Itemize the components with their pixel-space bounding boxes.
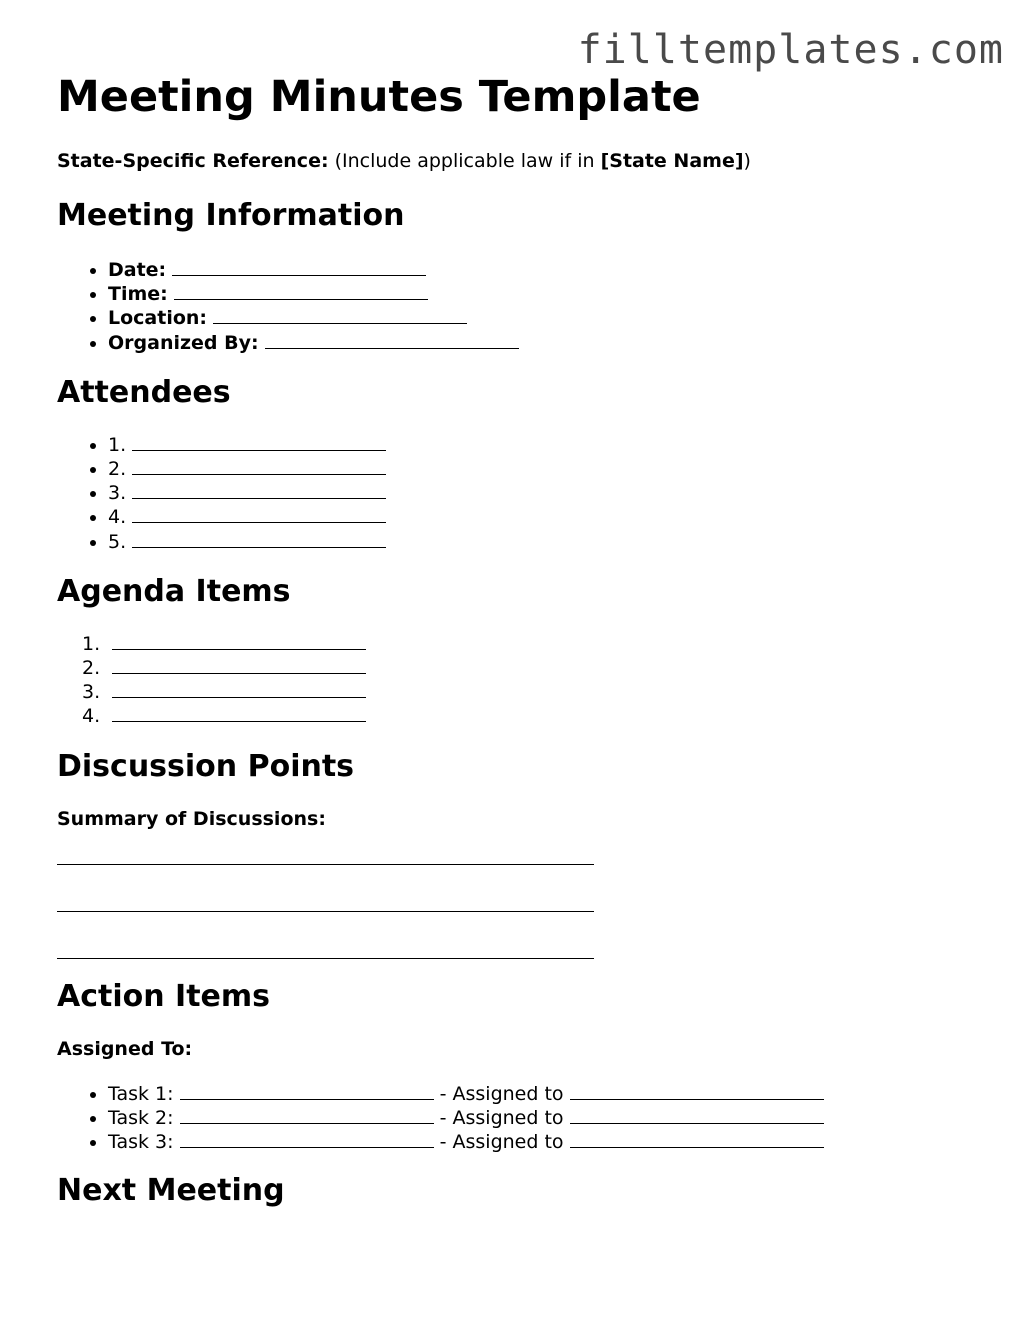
field-label: Time: (108, 283, 168, 306)
summary-subheading: Summary of Discussions: (57, 807, 326, 830)
attendee-number: 1. (108, 433, 127, 456)
meeting-location-field (108, 306, 997, 330)
date-blank[interactable] (172, 258, 426, 276)
agenda-items-list (57, 632, 997, 729)
location-blank[interactable] (213, 306, 467, 324)
state-reference (57, 149, 997, 173)
attendee-item (108, 481, 997, 505)
page-title: Meeting Minutes Template (57, 72, 701, 122)
organizer-blank[interactable] (265, 331, 519, 349)
assigned-to-label: - Assigned to (439, 1106, 564, 1129)
meeting-time-field (108, 282, 997, 306)
task-label: Task 3: (108, 1131, 174, 1154)
task-blank[interactable] (180, 1106, 434, 1124)
agenda-item (82, 680, 997, 704)
task-blank[interactable] (180, 1082, 434, 1100)
meeting-information-heading: Meeting Information (57, 198, 405, 233)
agenda-blank[interactable] (112, 704, 366, 722)
attendee-item (108, 505, 997, 529)
task-label: Task 1: (108, 1082, 174, 1105)
agenda-blank[interactable] (112, 680, 366, 698)
agenda-blank[interactable] (112, 632, 366, 650)
state-name-placeholder: [State Name] (600, 150, 744, 172)
action-items-heading: Action Items (57, 978, 271, 1014)
field-label: Date: (108, 259, 167, 281)
task-item (108, 1082, 997, 1106)
discussion-points-heading: Discussion Points (57, 748, 355, 784)
agenda-items-heading: Agenda Items (57, 573, 291, 609)
state-reference-label: State-Specific Reference: (57, 150, 329, 172)
assignee-blank[interactable] (570, 1106, 824, 1124)
summary-line[interactable] (57, 911, 594, 912)
next-meeting-heading: Next Meeting (57, 1173, 285, 1209)
attendee-blank[interactable] (132, 530, 386, 548)
assignee-blank[interactable] (570, 1130, 824, 1148)
assigned-to-subheading: Assigned To: (57, 1037, 193, 1060)
attendee-number: 3. (108, 482, 127, 505)
attendee-blank[interactable] (132, 433, 386, 451)
attendee-blank[interactable] (132, 481, 386, 499)
summary-line[interactable] (57, 864, 594, 865)
task-blank[interactable] (180, 1130, 434, 1148)
task-item (108, 1106, 997, 1130)
attendee-number: 5. (108, 530, 127, 553)
meeting-organizer-field (108, 331, 997, 355)
agenda-item (82, 632, 997, 656)
assigned-to-label: - Assigned to (439, 1131, 564, 1154)
state-reference-text: (Include applicable law if in (328, 150, 601, 172)
attendee-number: 2. (108, 458, 127, 481)
attendees-list (57, 433, 997, 554)
attendee-item (108, 530, 997, 554)
assignee-blank[interactable] (570, 1082, 824, 1100)
field-label: Organized By: (108, 331, 259, 354)
attendee-blank[interactable] (132, 457, 386, 475)
attendee-item (108, 433, 997, 457)
attendees-heading: Attendees (57, 374, 231, 410)
assigned-to-label: - Assigned to (439, 1082, 564, 1105)
field-label: Location: (108, 307, 208, 330)
action-items-list (57, 1082, 997, 1155)
summary-line[interactable] (57, 958, 594, 959)
attendee-blank[interactable] (132, 505, 386, 523)
task-item (108, 1130, 997, 1154)
agenda-item (82, 656, 997, 680)
meeting-information-list (57, 258, 997, 355)
state-reference-close: ) (743, 150, 751, 172)
attendee-item (108, 457, 997, 481)
document-page (57, 72, 997, 1209)
task-label: Task 2: (108, 1106, 174, 1129)
watermark: filltemplates.com (577, 27, 1004, 73)
agenda-item (82, 704, 997, 728)
attendee-number: 4. (108, 506, 127, 529)
agenda-blank[interactable] (112, 656, 366, 674)
meeting-date-field (108, 258, 997, 282)
time-blank[interactable] (174, 282, 428, 300)
